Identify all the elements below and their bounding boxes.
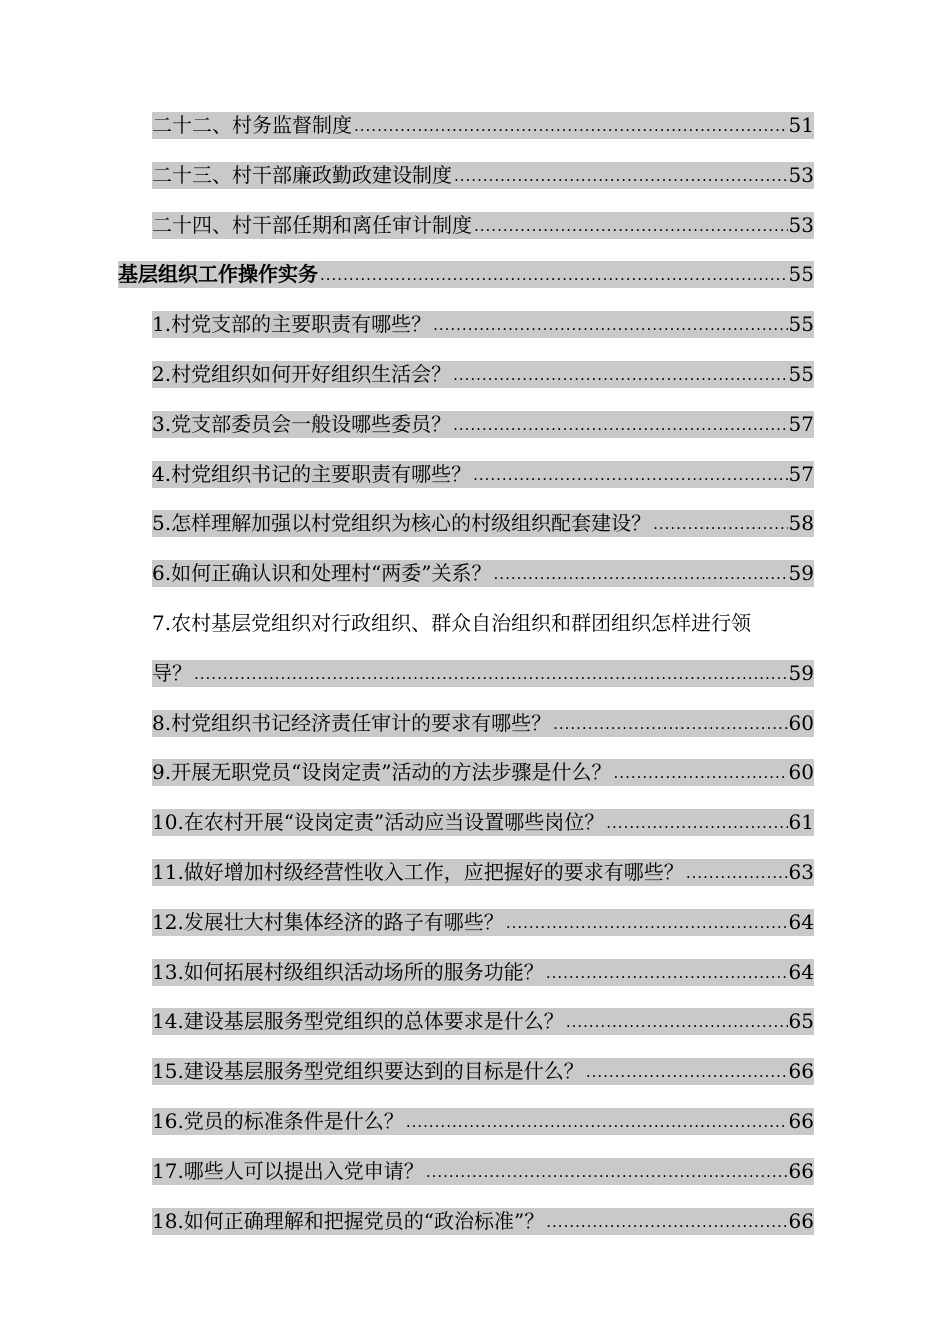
dot-leader bbox=[586, 1062, 788, 1085]
dot-leader bbox=[453, 415, 787, 438]
toc-entry[interactable] bbox=[0, 1096, 950, 1146]
toc-entry-highlight bbox=[152, 361, 814, 388]
toc-entry-highlight bbox=[152, 162, 814, 189]
dot-leader bbox=[653, 514, 787, 537]
toc-page-number: 66 bbox=[788, 1208, 814, 1233]
dot-leader bbox=[454, 166, 788, 189]
toc-section-title: 基层组织工作操作实务 bbox=[118, 262, 318, 287]
toc-entry[interactable] bbox=[0, 797, 950, 847]
toc-entry[interactable] bbox=[0, 996, 950, 1046]
dot-leader bbox=[686, 863, 788, 886]
toc-entry-highlight bbox=[152, 560, 814, 587]
toc-entry[interactable] bbox=[0, 100, 950, 150]
toc-entry-title: 11.做好增加村级经营性收入工作，应把握好的要求有哪些？ bbox=[152, 859, 684, 884]
toc-entry-highlight bbox=[118, 261, 814, 288]
dot-leader bbox=[506, 913, 788, 936]
dot-leader bbox=[473, 465, 787, 488]
toc-entry[interactable] bbox=[0, 150, 950, 200]
toc-entry-wrapped[interactable] bbox=[0, 598, 950, 698]
dot-leader bbox=[354, 116, 788, 139]
dot-leader bbox=[566, 1012, 788, 1035]
toc-entry-highlight bbox=[152, 1158, 814, 1185]
toc-entry[interactable] bbox=[0, 349, 950, 399]
dot-leader bbox=[194, 664, 788, 687]
toc-entry[interactable] bbox=[0, 200, 950, 250]
toc-entry-title: 1.村党支部的主要职责有哪些？ bbox=[152, 312, 432, 337]
toc-entry-title: 3.党支部委员会一般设哪些委员？ bbox=[152, 411, 452, 436]
dot-leader bbox=[406, 1112, 788, 1135]
toc-entry[interactable] bbox=[0, 1046, 950, 1096]
toc-entry-highlight bbox=[152, 710, 814, 737]
toc-page-number: 66 bbox=[788, 1158, 814, 1183]
toc-entry-title: 2.村党组织如何开好组织生活会？ bbox=[152, 361, 452, 386]
dot-leader bbox=[614, 763, 788, 786]
toc-entry[interactable] bbox=[0, 1196, 950, 1246]
toc-entry-highlight bbox=[152, 859, 814, 886]
toc-entry-highlight bbox=[152, 660, 814, 687]
toc-page-number: 57 bbox=[788, 461, 814, 486]
toc-entry-title: 二十四、村干部任期和离任审计制度 bbox=[152, 212, 472, 237]
toc-page-number: 51 bbox=[788, 113, 814, 137]
toc-entry-title: 14.建设基层服务型党组织的总体要求是什么？ bbox=[152, 1009, 564, 1034]
dot-leader bbox=[546, 963, 788, 986]
toc-entry-title: 18.如何正确理解和把握党员的“政治标准”？ bbox=[152, 1208, 545, 1233]
toc-entry[interactable] bbox=[0, 1146, 950, 1196]
toc-entry-highlight bbox=[152, 759, 814, 786]
toc-entry-title: 二十二、村务监督制度 bbox=[152, 113, 352, 137]
toc-section-heading[interactable] bbox=[0, 249, 950, 299]
toc-entry-title: 12.发展壮大村集体经济的路子有哪些？ bbox=[152, 909, 504, 934]
toc-entry-title: 6.如何正确认识和处理村“两委”关系？ bbox=[152, 561, 492, 586]
toc-page-number: 55 bbox=[788, 312, 814, 337]
toc-entry[interactable] bbox=[0, 698, 950, 748]
dot-leader bbox=[320, 265, 788, 288]
toc-entry-highlight bbox=[152, 959, 814, 986]
dot-leader bbox=[546, 1212, 787, 1235]
toc-page-number: 55 bbox=[788, 361, 814, 386]
dot-leader bbox=[553, 714, 787, 737]
toc-entry-title: 4.村党组织书记的主要职责有哪些？ bbox=[152, 461, 472, 486]
toc-entry-highlight bbox=[152, 809, 814, 836]
toc-page-number: 57 bbox=[788, 411, 814, 436]
toc-page-number: 66 bbox=[788, 1059, 814, 1084]
dot-leader bbox=[606, 813, 787, 836]
toc-entry-highlight bbox=[152, 510, 814, 537]
toc-entry[interactable] bbox=[0, 847, 950, 897]
toc-page-number: 59 bbox=[788, 660, 814, 685]
toc-entry-highlight bbox=[152, 311, 814, 338]
dot-leader bbox=[453, 365, 787, 388]
toc-page-number: 55 bbox=[788, 262, 814, 287]
toc-page-number: 66 bbox=[788, 1108, 814, 1133]
toc-entry-title: 二十三、村干部廉政勤政建设制度 bbox=[152, 162, 452, 187]
toc-page-number: 64 bbox=[788, 959, 814, 984]
dot-leader bbox=[426, 1162, 788, 1185]
toc-entry-title: 15.建设基层服务型党组织要达到的目标是什么？ bbox=[152, 1059, 584, 1084]
toc-page-number: 60 bbox=[788, 710, 814, 735]
toc-entry[interactable] bbox=[0, 299, 950, 349]
toc-entry-highlight bbox=[152, 909, 814, 936]
toc-entry[interactable] bbox=[0, 947, 950, 997]
toc-entry-highlight bbox=[152, 1108, 814, 1135]
toc-entry-highlight bbox=[152, 212, 814, 239]
toc-entry[interactable] bbox=[0, 399, 950, 449]
dot-leader bbox=[494, 564, 788, 587]
table-of-contents bbox=[0, 100, 950, 1245]
toc-entry-title: 17.哪些人可以提出入党申请？ bbox=[152, 1158, 424, 1183]
toc-entry[interactable] bbox=[0, 449, 950, 499]
toc-entry-highlight bbox=[152, 411, 814, 438]
toc-page-number: 63 bbox=[788, 859, 814, 884]
toc-page-number: 59 bbox=[788, 561, 814, 586]
toc-page-number: 61 bbox=[788, 810, 814, 835]
toc-page-number: 64 bbox=[788, 909, 814, 934]
toc-entry-title: 5.怎样理解加强以村党组织为核心的村级组织配套建设？ bbox=[152, 511, 652, 536]
toc-page-number: 60 bbox=[788, 760, 814, 785]
toc-entry-highlight bbox=[152, 112, 814, 139]
toc-entry[interactable] bbox=[0, 498, 950, 548]
toc-entry-highlight bbox=[152, 1008, 814, 1035]
toc-entry-title: 16.党员的标准条件是什么？ bbox=[152, 1108, 404, 1133]
toc-page-number: 53 bbox=[788, 162, 814, 187]
toc-entry-title: 9.开展无职党员“设岗定责”活动的方法步骤是什么？ bbox=[152, 760, 612, 785]
toc-entry-title: 8.村党组织书记经济责任审计的要求有哪些？ bbox=[152, 710, 552, 735]
toc-entry-highlight bbox=[152, 1208, 814, 1235]
dot-leader bbox=[474, 216, 788, 239]
dot-leader bbox=[433, 315, 787, 338]
toc-entry[interactable] bbox=[0, 747, 950, 797]
toc-entry[interactable] bbox=[0, 548, 950, 598]
toc-entry-highlight bbox=[152, 461, 814, 488]
toc-entry-title: 13.如何拓展村级组织活动场所的服务功能？ bbox=[152, 959, 544, 984]
toc-entry-title: 10.在农村开展“设岗定责”活动应当设置哪些岗位？ bbox=[152, 810, 605, 835]
toc-entry-title-line2: 导？ bbox=[152, 660, 192, 685]
toc-page-number: 58 bbox=[788, 511, 814, 536]
toc-entry-title-line1: 7.农村基层党组织对行政组织、群众自治组织和群团组织怎样进行领 bbox=[152, 610, 752, 635]
toc-page-number: 65 bbox=[788, 1009, 814, 1034]
toc-entry[interactable] bbox=[0, 897, 950, 947]
toc-entry-highlight bbox=[152, 1058, 814, 1085]
toc-page-number: 53 bbox=[788, 212, 814, 237]
